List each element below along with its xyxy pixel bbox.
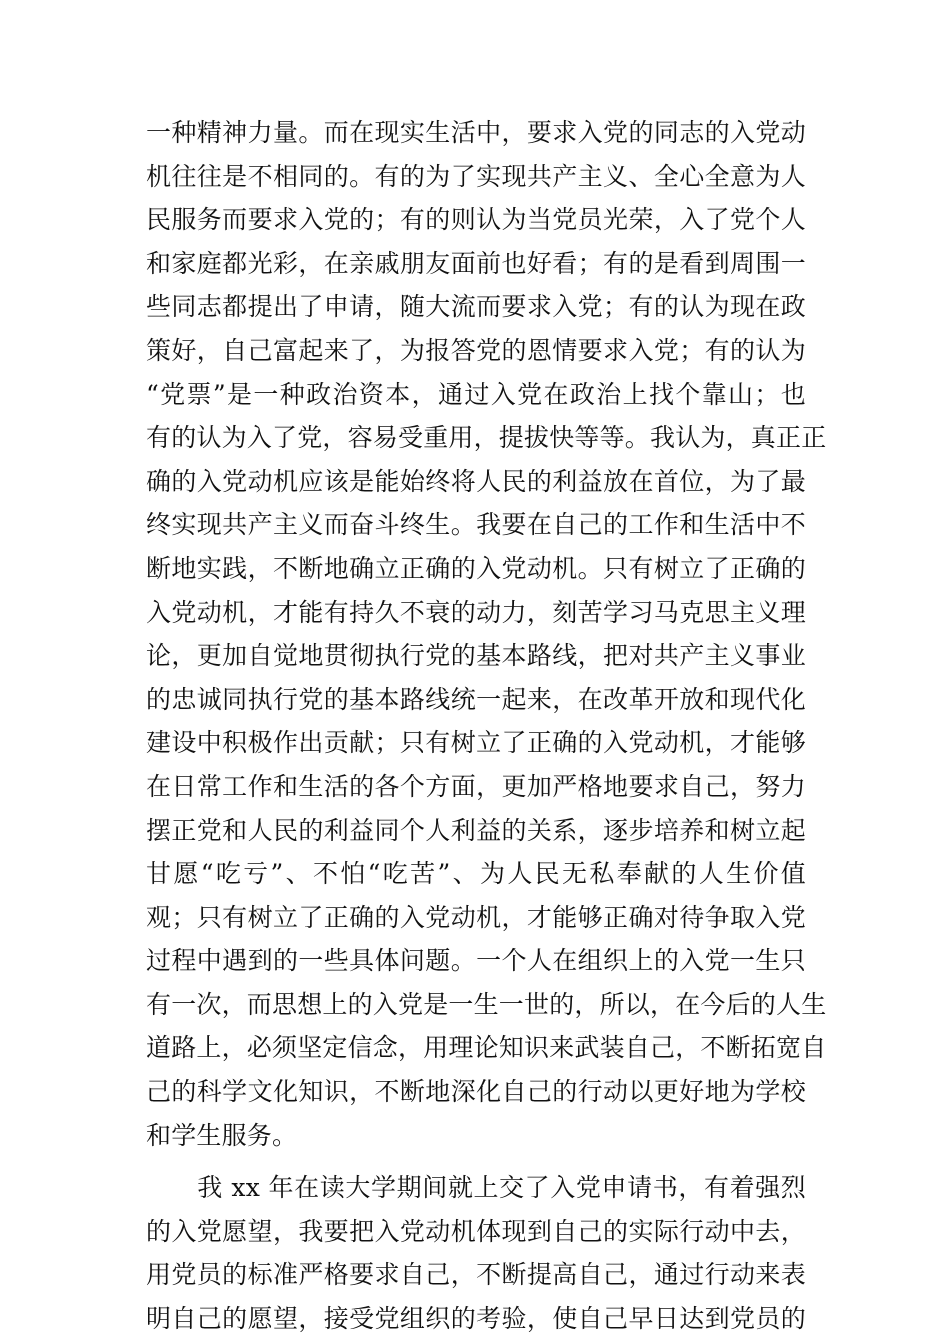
text-line: 确的入党动机应该是能始终将人民的利益放在首位，为了最 (146, 466, 806, 496)
text-line: 道路上，必须坚定信念，用理论知识来武装自己，不断拓宽自 (146, 1033, 827, 1063)
text-line: 和学生服务。 (146, 1120, 298, 1150)
text-line: 些同志都提出了申请，随大流而要求入党；有的认为现在政 (146, 292, 806, 322)
text-line: 和家庭都光彩，在亲戚朋友面前也好看；有的是看到周围一 (146, 248, 806, 278)
document-page (146, 111, 827, 1341)
text-line: 一种精神力量。而在现实生活中，要求入党的同志的入党动 (146, 118, 806, 147)
text-line: 断地实践，不断地确立正确的入党动机。只有树立了正确的 (146, 553, 806, 583)
text-line: 己的科学文化知识，不断地深化自己的行动以更好地为学校 (146, 1077, 806, 1107)
text-line: 入党动机，才能有持久不衰的动力，刻苦学习马克思主义理 (146, 597, 806, 627)
text-line: 我 xx 年在读大学期间就上交了入党申请书，有着强烈 (146, 1173, 806, 1203)
text-line: 甘愿“吃亏”、不怕“吃苦”、为人民无私奉献的人生价值 (146, 859, 806, 889)
text-line: 摆正党和人民的利益同个人利益的关系，逐步培养和树立起 (146, 815, 806, 845)
text-line: 观；只有树立了正确的入党动机，才能够正确对待争取入党 (146, 902, 806, 932)
text-line: 终实现共产主义而奋斗终生。我要在自己的工作和生活中不 (146, 510, 806, 540)
text-line: 在日常工作和生活的各个方面，更加严格地要求自己，努力 (146, 771, 806, 801)
paragraph-1 (146, 111, 827, 1157)
text-line: 建设中积极作出贡献；只有树立了正确的入党动机，才能够 (146, 728, 806, 758)
text-line: 有一次，而思想上的入党是一生一世的，所以，在今后的人生 (146, 989, 827, 1019)
paragraph-2 (146, 1166, 806, 1340)
text-line: 民服务而要求入党的；有的则认为当党员光荣，入了党个人 (146, 205, 806, 235)
text-line: 过程中遇到的一些具体问题。一个人在组织上的入党一生只 (146, 946, 806, 976)
text-line: 机往往是不相同的。有的为了实现共产主义、全心全意为人 (146, 161, 806, 191)
text-line: 的忠诚同执行党的基本路线统一起来，在改革开放和现代化 (146, 684, 806, 714)
text-line: 论，更加自觉地贯彻执行党的基本路线，把对共产主义事业 (146, 641, 806, 671)
text-line: 用党员的标准严格要求自己，不断提高自己，通过行动来表 (146, 1260, 806, 1290)
text-line: “党票”是一种政治资本，通过入党在政治上找个靠山；也 (146, 379, 806, 409)
text-line: 的入党愿望，我要把入党动机体现到自己的实际行动中去， (146, 1216, 806, 1246)
text-line: 策好，自己富起来了，为报答党的恩情要求入党；有的认为 (146, 335, 806, 365)
paragraph-gap (146, 1157, 806, 1166)
text-line: 有的认为入了党，容易受重用，提拔快等等。我认为，真正正 (146, 423, 827, 453)
text-line: 明自己的愿望，接受党组织的考验，使自己早日达到党员的 (146, 1304, 806, 1334)
